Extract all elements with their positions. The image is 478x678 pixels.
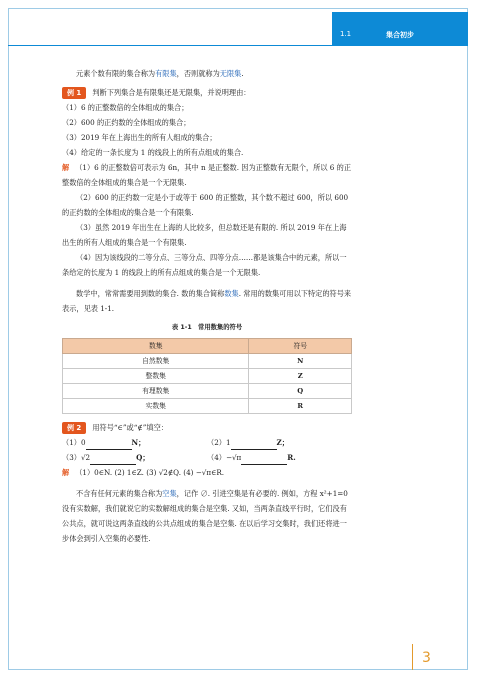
- intro-text-end: .: [241, 69, 244, 78]
- page-number: 3: [422, 650, 431, 666]
- example2-q1: [62, 435, 207, 450]
- answer-blank[interactable]: [86, 440, 132, 450]
- intro-paragraph: [62, 66, 352, 81]
- page-content: [62, 66, 352, 546]
- example2-solution: [62, 465, 352, 480]
- answer-blank[interactable]: [241, 455, 287, 465]
- example2-q3: [62, 450, 207, 465]
- example1-heading: [62, 85, 352, 100]
- table-header-row: [63, 339, 352, 354]
- q-set: R.: [287, 453, 296, 462]
- q-set: Q；: [136, 453, 150, 462]
- empty-set-text-end: ，记作 ∅. 引进空集是有必要的. 例如，方程 x²+1=0 没有实数解，我们就说它的实数解组成的集合是空集. 又如，当两条直线平行时，它们没有公共点，就可说这两条直线的公共点组成的集合是空集. 在以后学习交集时，我们还将进一步体会到引入空集的必要性.: [62, 489, 348, 543]
- example2-label: 例 2: [62, 422, 86, 434]
- infinite-set-term: 无限集: [219, 69, 242, 78]
- section-number: 1.1: [340, 30, 352, 38]
- example2-heading: [62, 420, 352, 435]
- table-cell-symbol: R: [249, 399, 352, 414]
- example2-row: [62, 435, 352, 450]
- numsets-text: 数学中，常常需要用到数的集合. 数的集合简称: [76, 289, 225, 298]
- example1-solution-3: （3）虽然 2019 年出生在上海的人比较多，但总数还是有限的. 所以 2019 年在上海出生的所有人组成的集合是一个有限集.: [62, 223, 347, 247]
- table-cell-symbol: N: [249, 354, 352, 369]
- table-cell-set: 实数集: [63, 399, 249, 414]
- table-cell-set: 自然数集: [63, 354, 249, 369]
- example2-prompt: 用符号“∈”或“∉”填空：: [92, 423, 168, 432]
- table-row: [63, 399, 352, 414]
- table-caption: 表 1-1 常用数集的符号: [171, 324, 243, 331]
- example1-solution-2: （2）600 的正约数一定是小于或等于 600 的正整数，其个数不超过 600，所以 600 的正约数的全体组成的集合是一个有限集.: [62, 193, 349, 217]
- answer-blank[interactable]: [90, 455, 136, 465]
- header-rule: [8, 45, 468, 46]
- solution-label: 解: [62, 468, 70, 477]
- section-title: 集合初步: [386, 31, 414, 39]
- solution-text: （1）6 的正整数倍可表示为 6n，其中 n 是正整数. 因为正整数有无限个，所以 6 的正整数倍的全体组成的集合是一个无限集.: [62, 163, 352, 187]
- table-header-cell: 数集: [63, 339, 249, 354]
- q-set: N；: [131, 438, 146, 447]
- example1-label: 例 1: [62, 87, 86, 99]
- table-row: [63, 384, 352, 399]
- example2-row: [62, 450, 352, 465]
- example2-q2: [207, 435, 352, 450]
- empty-set-term: 空集: [162, 489, 177, 498]
- example1-item: （4）给定的一条长度为 1 的线段上的所有点组成的集合.: [62, 148, 244, 157]
- table-cell-symbol: Q: [249, 384, 352, 399]
- q-text: （3）√2: [62, 453, 91, 462]
- section-header: [332, 12, 468, 46]
- table-cell-symbol: Z: [249, 369, 352, 384]
- answer-blank[interactable]: [231, 440, 277, 450]
- q-text: （1）0: [62, 438, 86, 447]
- page-number-divider: [412, 644, 413, 670]
- example1-solution-1: [62, 160, 352, 190]
- example1-item: （2）600 的正约数的全体组成的集合；: [62, 118, 191, 127]
- numsets-paragraph: [62, 286, 352, 316]
- example2-q4: [207, 450, 352, 465]
- q-set: Z；: [276, 438, 289, 447]
- example1-item: （3）2019 年在上海出生的所有人组成的集合；: [62, 133, 217, 142]
- table-header-cell: 符号: [249, 339, 352, 354]
- q-text: （2）1: [207, 438, 231, 447]
- example1-prompt: 判断下列集合是有限集还是无限集，并说明理由：: [92, 88, 251, 97]
- numset-term: 数集: [224, 289, 239, 298]
- q-text: （4）−√π: [207, 453, 242, 462]
- numsets-text-end: . 常用的数集可用以下特定的符号来表示，见表 1-1.: [62, 289, 352, 313]
- example1-item: （1）6 的正整数倍的全体组成的集合；: [62, 103, 189, 112]
- intro-text: 元素个数有限的集合称为: [76, 69, 156, 78]
- solution-text: （1）0∈N. (2) 1∈Z. (3) √2∉Q. (4) −√π∈R.: [75, 468, 225, 477]
- empty-set-paragraph: [62, 486, 352, 546]
- table-row: [63, 354, 352, 369]
- solution-label: 解: [62, 163, 70, 172]
- table-cell-set: 整数集: [63, 369, 249, 384]
- empty-set-text: 不含有任何元素的集合称为: [76, 489, 163, 498]
- example1-solution-4: （4）因为该线段的二等分点、三等分点、四等分点……都是该集合中的元素，所以一条给定的长度为 1 的线段上的所有点组成的集合是一个无限集.: [62, 253, 347, 277]
- finite-set-term: 有限集: [155, 69, 177, 78]
- intro-text-mid: ，否则就称为: [176, 69, 220, 78]
- table-row: [63, 369, 352, 384]
- table-cell-set: 有理数集: [63, 384, 249, 399]
- number-sets-table: [62, 338, 352, 414]
